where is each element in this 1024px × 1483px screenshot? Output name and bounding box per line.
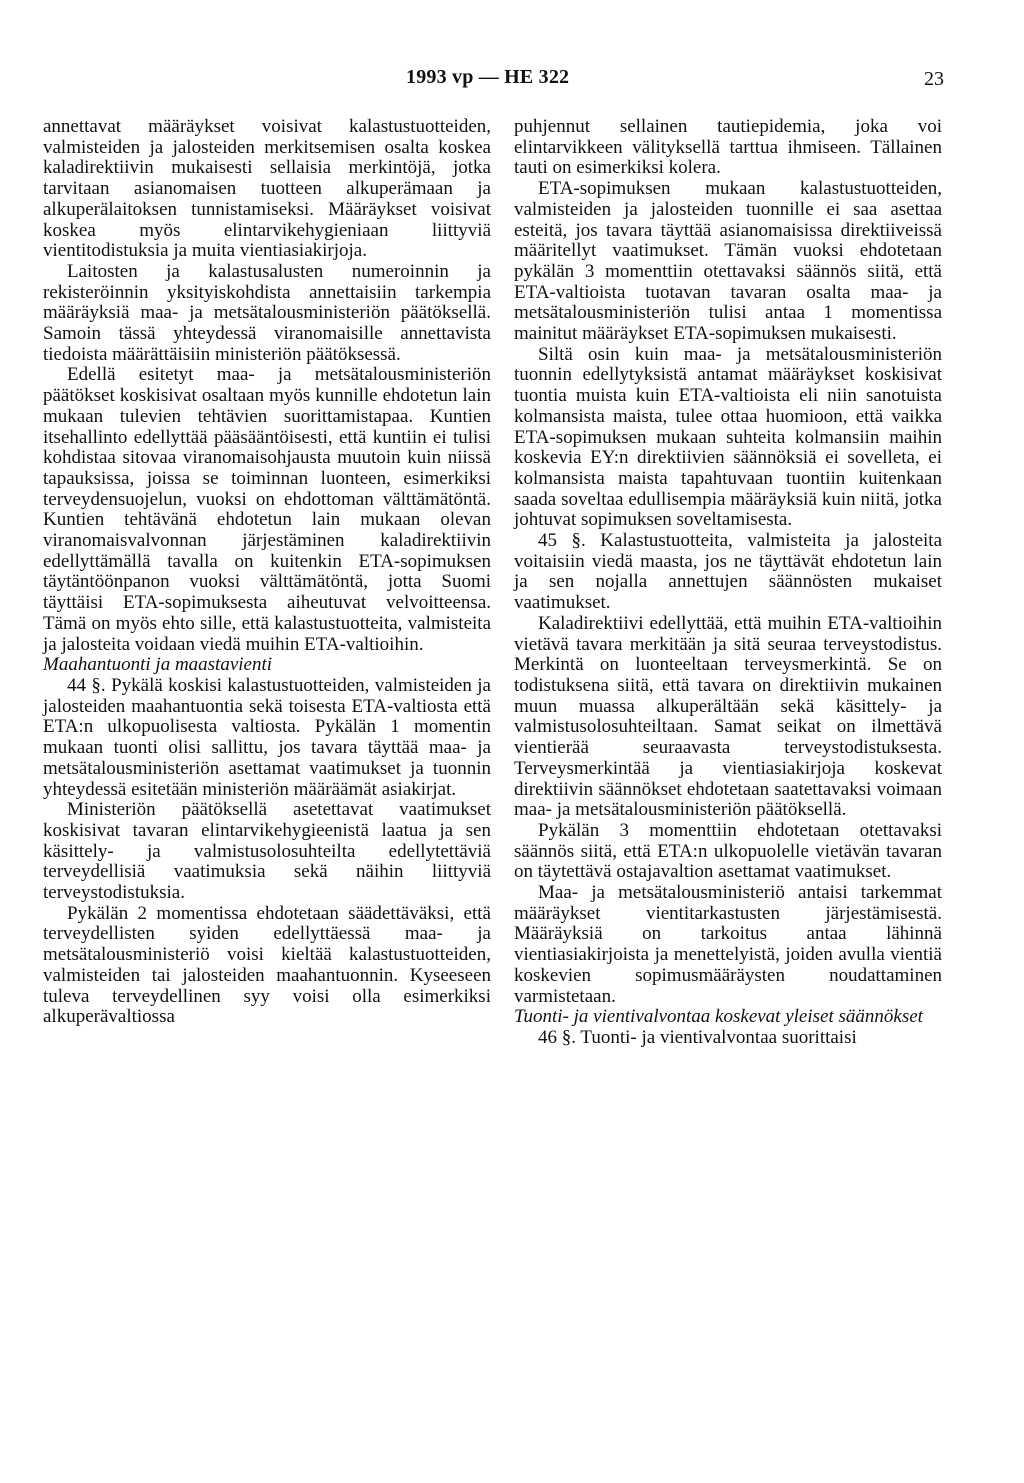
paragraph: 44 §. Pykälä koskisi kalastustuotteiden, valmisteiden ja jalosteiden maahantuontia sekä toisesta ETA-valtiosta että ETA:n ulkopuolisesta valtiosta. Pykälän 1 momentin mukaan tuonti olisi sallittu, jos tavara täyttää maa- ja metsätalousministeriön asettamat vaatimukset ja tuonnin yhteydessä esitetään ministeriön määräämät asiakirjat. [43, 674, 491, 800]
document-title: 1993 vp — HE 322 [406, 66, 570, 88]
paragraph: ETA-sopimuksen mukaan kalastustuotteiden, valmisteiden ja jalosteiden tuonnille ei saa asettaa esteitä, jos tavara täyttää asianomaisissa direktiiveissä määritellyt vaatimukset. Tämän vuoksi ehdotetaan pykälän 3 momenttiin otettavaksi säännös siitä, että ETA-valtioista tuotavan tavaran osalta maa- ja metsätalousministeriön tulisi antaa 1 momentissa mainitut määräykset ETA-sopimuksen mukaisesti. [514, 178, 942, 345]
paragraph: Ministeriön päätöksellä asetettavat vaatimukset koskisivat tavaran elintarvikehygieenistä laatua ja sen käsittely- ja valmistusolosuhteilta edellytettäviä terveydellisiä vaatimuksia sekä näihin liittyviä terveystodistuksia. [43, 799, 491, 904]
paragraph: 46 §. Tuonti- ja vientivalvontaa suorittaisi [538, 1026, 857, 1048]
page-header [0, 66, 1024, 96]
section-heading: Tuonti- ja vientivalvontaa koskevat yleiset säännökset [514, 1006, 923, 1028]
paragraph: Laitosten ja kalastusalusten numeroinnin ja rekisteröinnin yksityiskohdista annettaisiin tarkempia määräyksiä maa- ja metsätalousministeriön päätöksellä. Samoin tässä yhteydessä viranomaisille annettavista tiedoista määrättäisiin ministeriön päätöksessä. [43, 260, 491, 365]
paragraph: Kaladirektiivi edellyttää, että muihin ETA-valtioihin vietävä tavara merkitään ja sitä seuraa terveystodistus. Merkintä on luonteeltaan terveysmerkintä. Se on todistuksena siitä, että tavara on direktiivin mukainen muun muassa alkuperältään sekä käsittely- ja valmistusolosuhteiltaan. Samat seikat on ilmettävä vientierää seuraavasta terveystodistuksesta. Terveysmerkintää ja vientiasiakirjoja koskevat direktiivin säännökset ehdotetaan saatettavaksi voimaan maa- ja metsätalousministeriön päätöksellä. [514, 612, 942, 821]
left-column [43, 117, 491, 1028]
paragraph: Edellä esitetyt maa- ja metsätalousministeriön päätökset koskisivat osaltaan myös kunnille ehdotetun lain mukaan tulevien tehtävien suorittamistapaa. Kuntien itsehallinto edellyttää pääsääntöisesti, että kuntiin ei tulisi kohdistaa sitovaa viranomaisohjausta muutoin kuin niissä tapauksissa, joissa se toiminnan luonteen, esimerkiksi terveydensuojelun, vuoksi on ehdottoman välttämätöntä. Kuntien tehtävänä ehdotetun lain mukaan olevan viranomaisvalvonnan järjestäminen kaladirektiivin edellyttämällä tavalla on kuitenkin ETA-sopimuksen täytäntöönpanon vuoksi välttämätöntä, jotta Suomi täyttäisi ETA-sopimuksesta aiheutuvat velvoitteensa. Tämä on myös ehto sille, että kalastustuotteita, valmisteita ja jalosteita voidaan viedä muihin ETA-valtioihin. [43, 364, 491, 655]
paragraph: Siltä osin kuin maa- ja metsätalousministeriön tuonnin edellytyksistä antamat määräykset koskisivat tuontia muista kuin ETA-valtioista eli niin sanotuista kolmansista maista, tulee ottaa huomioon, että vaikka ETA-sopimuksen mukaan suhteita kolmansiin maihin koskevia EY:n direktiivien säännöksiä ei sovelleta, ei kolmansista maista tapahtuvaan tuontiin kuitenkaan saada soveltaa edullisempia määräyksiä kuin niitä, jotka johtuvat sopimuksen soveltamisesta. [514, 343, 942, 531]
section-heading: Maahantuonti ja maastavienti [43, 654, 273, 676]
page-number: 23 [924, 68, 944, 90]
right-column [514, 117, 942, 1049]
paragraph: Pykälän 3 momenttiin ehdotetaan otettavaksi säännös siitä, että ETA:n ulkopuolelle vietävän tavaran on täytettävä ostajavaltion asettamat vaatimukset. [514, 819, 942, 883]
paragraph: 45 §. Kalastustuotteita, valmisteita ja jalosteita voitaisiin viedä maasta, jos ne täyttävät ehdotetun lain ja sen nojalla annettujen säännösten mukaiset vaatimukset. [514, 530, 942, 614]
paragraph: Maa- ja metsätalousministeriö antaisi tarkemmat määräykset vientitarkastusten järjestämisestä. Määräyksiä on tarkoitus antaa lähinnä vientiasiakirjoista ja menettelyistä, joiden avulla vientiä koskevien sopimusmääräysten noudattaminen varmistetaan. [514, 882, 942, 1007]
paragraph: Pykälän 2 momentissa ehdotetaan säädettäväksi, että terveydellisten syiden edellyttäessä maa- ja metsätalousministeriö voisi kieltää kalastustuotteiden, valmisteiden tai jalosteiden maahantuonnin. Kyseeseen tuleva terveydellinen syy voisi olla esimerkiksi alkuperävaltiossa [43, 902, 491, 1028]
paragraph: annettavat määräykset voisivat kalastustuotteiden, valmisteiden ja jalosteiden merkitsemisen osalta koskea kaladirektiivin mukaisesti sellaisia merkintöjä, jotka tarvitaan asianomaisen tuotteen alkuperämaan ja alkuperälaitoksen tunnistamiseksi. Määräykset voisivat koskea myös elintarvikehygieniaan liittyviä vientitodistuksia ja muita vientiasiakirjoja. [43, 116, 491, 262]
paragraph: puhjennut sellainen tautiepidemia, joka voi elintarvikkeen välityksellä tarttua ihmiseen. Tällainen tauti on esimerkiksi kolera. [514, 116, 942, 179]
